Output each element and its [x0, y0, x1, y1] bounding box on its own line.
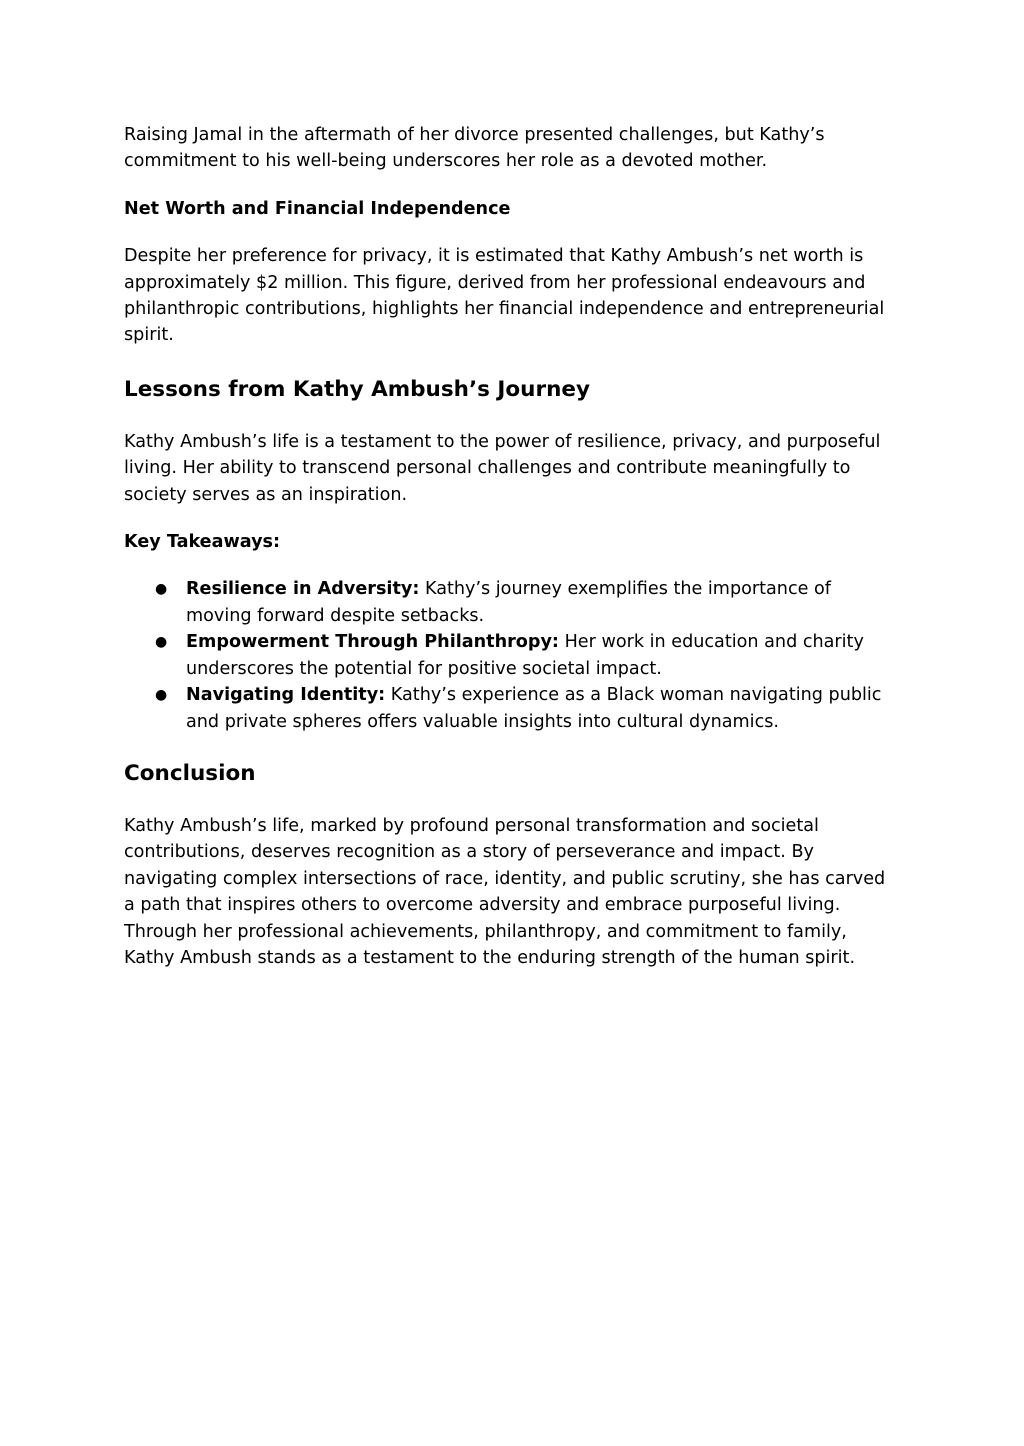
list-item: [124, 682, 900, 735]
list-item: [124, 576, 900, 629]
key-takeaways-list: [124, 576, 900, 734]
bullet-icon: ●: [155, 581, 168, 598]
takeaway-term: Empowerment Through Philanthropy:: [186, 632, 559, 653]
intro-paragraph: Raising Jamal in the aftermath of her divorce presented challenges, but Kathy’s commitment to his well-being underscores her role as a devoted mother.: [124, 125, 825, 172]
bullet-icon: ●: [155, 634, 168, 651]
net-worth-paragraph: Despite her preference for privacy, it is estimated that Kathy Ambush’s net worth is approximately $2 million. This figure, derived from her professional endeavours and philanthropic contributions, highlights her financial independence and entrepreneurial spirit.: [124, 246, 885, 346]
net-worth-heading: Net Worth and Financial Independence: [124, 198, 511, 219]
lessons-heading: Lessons from Kathy Ambush’s Journey: [124, 376, 590, 402]
takeaway-text: Kathy’s experience as a Black woman navigating public and private spheres offers valuable insights into cultural dynamics.: [186, 685, 882, 732]
takeaway-term: Resilience in Adversity:: [186, 579, 420, 600]
conclusion-heading: Conclusion: [124, 760, 256, 786]
key-takeaways-heading: Key Takeaways:: [124, 532, 281, 553]
document-page: [124, 122, 900, 971]
bullet-icon: ●: [155, 687, 168, 704]
lessons-paragraph: Kathy Ambush’s life is a testament to the power of resilience, privacy, and purposeful living. Her ability to transcend personal challenges and contribute meaningfully to society serves as an inspiration.: [124, 431, 881, 505]
takeaway-term: Navigating Identity:: [186, 685, 386, 706]
takeaway-text: Kathy’s journey exemplifies the importance of moving forward despite setbacks.: [186, 579, 831, 626]
takeaway-text: Her work in education and charity underscores the potential for positive societal impact.: [186, 632, 864, 679]
conclusion-paragraph: Kathy Ambush’s life, marked by profound personal transformation and societal contributions, deserves recognition as a story of perseverance and impact. By navigating complex intersections of race, identity, and public scrutiny, she has carved a path that inspires others to overcome adversity and embrace purposeful living. Through her professional achievements, philanthropy, and commitment to family, Kathy Ambush stands as a testament to the enduring strength of the human spirit.: [124, 815, 886, 968]
list-item: [124, 629, 900, 682]
